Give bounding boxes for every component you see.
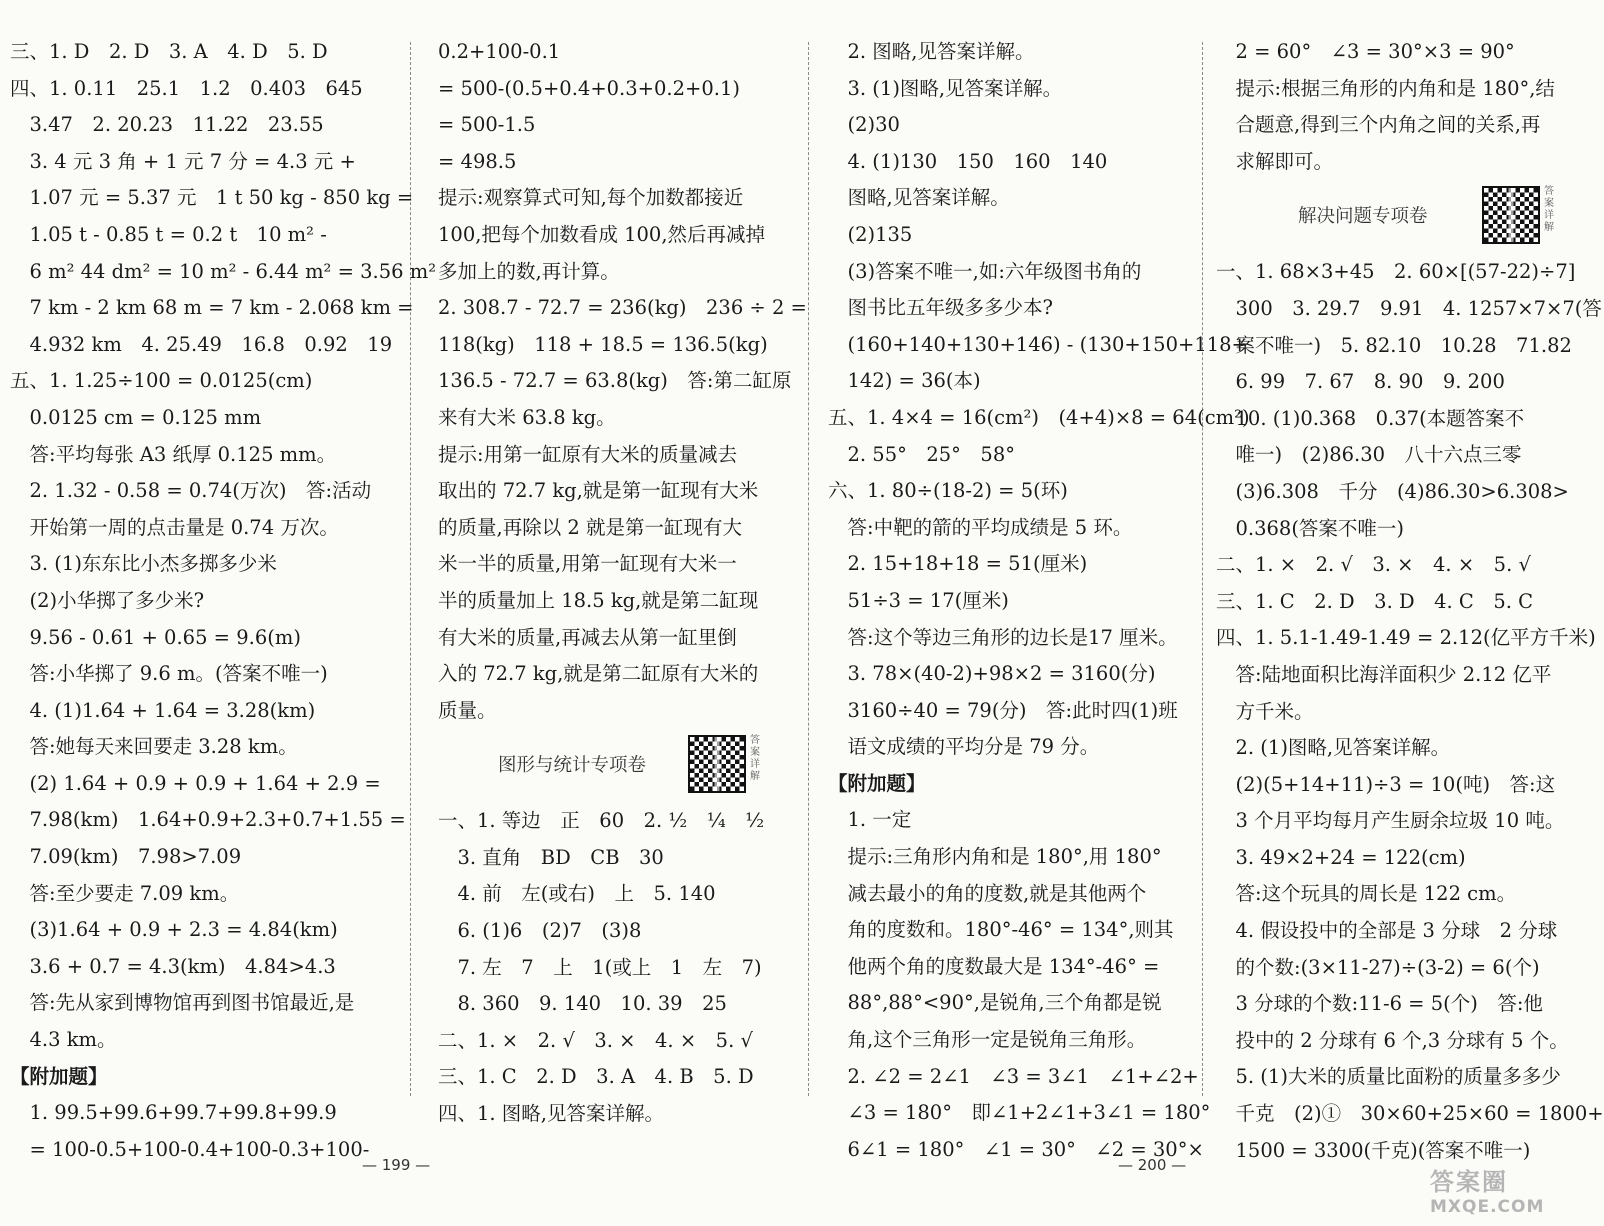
answer-line: 6∠1 = 180° ∠1 = 30° ∠2 = 30°× — [828, 1137, 1204, 1161]
answer-line: 142) = 36(本) — [828, 369, 981, 393]
answer-line: 方千米。 — [1216, 699, 1314, 723]
answer-line: 案不唯一) 5. 82.10 10.28 71.82 — [1216, 333, 1572, 357]
answer-line: 3 分球的个数:11-6 = 5(个) 答:他 — [1216, 992, 1543, 1016]
column-divider — [1202, 42, 1203, 1096]
answer-line: 2. (1)图略,见答案详解。 — [1216, 736, 1451, 760]
answer-line: 4. (1)130 150 160 140 — [828, 149, 1108, 173]
answer-line: 3 个月平均每月产生厨余垃圾 10 吨。 — [1216, 809, 1565, 833]
answer-line: 1.05 t - 0.85 t = 0.2 t 10 m² - — [10, 222, 327, 246]
answer-line: 9.56 - 0.61 + 0.65 = 9.6(m) — [10, 625, 301, 649]
qr-code-icon — [688, 735, 746, 793]
answer-line: 2. ∠2 = 2∠1 ∠3 = 3∠1 ∠1+∠2+ — [828, 1064, 1199, 1088]
answer-line: 答:陆地面积比海洋面积少 2.12 亿平 — [1216, 662, 1552, 686]
answer-line: 300 3. 29.7 9.91 4. 1257×7×7(答 — [1216, 296, 1602, 320]
answer-line: 二、1. × 2. √ 3. × 4. × 5. √ — [1216, 553, 1531, 577]
answer-line: 3. (1)图略,见答案详解。 — [828, 76, 1063, 100]
answer-line: 4. (1)1.64 + 1.64 = 3.28(km) — [10, 698, 316, 722]
column-2-text-top — [438, 34, 807, 729]
answer-line: 4.3 km。 — [10, 1028, 117, 1052]
answer-line: 6. 99 7. 67 8. 90 9. 200 — [1216, 370, 1505, 394]
answer-line: 4. 前 左(或右) 上 5. 140 — [438, 882, 716, 906]
watermark-url: MXQE.COM — [1430, 1197, 1545, 1217]
answer-line: 唯一) (2)86.30 八十六点三零 — [1216, 443, 1522, 467]
answer-line: 三、1. C 2. D 3. D 4. C 5. C — [1216, 589, 1534, 613]
answer-line: 的质量,再除以 2 就是第一缸现有大 — [438, 515, 743, 539]
answer-line: 半的质量加上 18.5 kg,就是第二缸现 — [438, 588, 759, 612]
answer-line: 5. (1)大米的质量比面粉的质量多多少 — [1216, 1065, 1561, 1089]
qr-caption: 答案详解 — [750, 735, 760, 783]
answer-line: 7.09(km) 7.98>7.09 — [10, 845, 242, 869]
column-2-text-bottom — [438, 803, 790, 1132]
answer-line: 0.368(答案不唯一) — [1216, 516, 1405, 540]
qr-caption: 答案详解 — [1544, 186, 1554, 234]
answer-line: 0.0125 cm = 0.125 mm — [10, 405, 262, 429]
answer-line: 答:平均每张 A3 纸厚 0.125 mm。 — [10, 442, 337, 466]
answer-line: 4. 假设投中的全部是 3 分球 2 分球 — [1216, 919, 1558, 943]
column-4-text-bottom — [1216, 254, 1604, 1169]
answer-line: 2 = 60° ∠3 = 30°×3 = 90° — [1216, 40, 1515, 63]
answer-line: 五、1. 1.25÷100 = 0.0125(cm) — [10, 369, 313, 393]
answer-line: 质量。 — [438, 698, 497, 722]
page-number-right: — 200 — — [1118, 1156, 1187, 1174]
answer-line: 答:至少要走 7.09 km。 — [10, 881, 240, 905]
answer-line: 51÷3 = 17(厘米) — [828, 588, 1009, 612]
answer-line: = 500-1.5 — [438, 113, 536, 137]
answer-line: (2)135 — [828, 222, 913, 246]
answer-line: 米一半的质量,用第一缸现有大米一 — [438, 552, 737, 576]
answer-line: 图书比五年级多多少本? — [828, 296, 1053, 320]
section-header-graphics-statistics — [438, 729, 790, 803]
answer-line: 多加上的数,再计算。 — [438, 259, 620, 283]
answer-line: 2. 15+18+18 = 51(厘米) — [828, 552, 1088, 576]
answer-line: 答:中靶的箭的平均成绩是 5 环。 — [828, 515, 1133, 539]
answer-line: 【附加题】 — [828, 771, 926, 795]
answer-line: 角,这个三角形一定是锐角三角形。 — [828, 1028, 1147, 1052]
answer-line: 提示:三角形内角和是 180°,用 180° — [828, 845, 1162, 869]
answer-line: 1500 = 3300(千克)(答案不唯一) — [1216, 1138, 1531, 1162]
answer-line: 三、1. D 2. D 3. A 4. D 5. D — [10, 40, 328, 63]
answer-line: = 498.5 — [438, 149, 517, 173]
watermark-logo — [1430, 1162, 1590, 1216]
answer-line: 7.98(km) 1.64+0.9+2.3+0.7+1.55 = — [10, 808, 406, 832]
answer-line: 答:先从家到博物馆再到图书馆最近,是 — [10, 991, 355, 1015]
answer-line: 五、1. 4×4 = 16(cm²) (4+4)×8 = 64(cm²) — [828, 405, 1250, 429]
answer-line: 三、1. C 2. D 3. A 4. B 5. D — [438, 1065, 754, 1089]
section-title: 解决问题专项卷 — [1298, 206, 1428, 228]
answer-line: 来有大米 63.8 kg。 — [438, 405, 616, 429]
answer-line: 答:她每天来回要走 3.28 km。 — [10, 735, 298, 759]
answer-line: 100,把每个加数看成 100,然后再减掉 — [438, 222, 766, 246]
answer-line: (2)小华掷了多少米? — [10, 588, 205, 612]
answer-line: 二、1. × 2. √ 3. × 4. × 5. √ — [438, 1028, 753, 1052]
answer-line: 4.932 km 4. 25.49 16.8 0.92 19 — [10, 332, 393, 356]
answer-line: (2) 1.64 + 0.9 + 0.9 + 1.64 + 2.9 = — [10, 771, 381, 795]
answer-column-3 — [828, 34, 1250, 1161]
answer-line: 3.47 2. 20.23 11.22 23.55 — [10, 113, 324, 137]
answer-line: 2. 55° 25° 58° — [828, 442, 1015, 466]
answer-line: 3. (1)东东比小杰多掷多少米 — [10, 552, 277, 576]
answer-line: 【附加题】 — [10, 1064, 108, 1088]
answer-line: 一、1. 68×3+45 2. 60×[(57-22)÷7] — [1216, 260, 1576, 284]
answer-line: (3)6.308 千分 (4)86.30>6.308> — [1216, 479, 1569, 503]
answer-line: 提示:观察算式可知,每个加数都接近 — [438, 186, 744, 210]
answer-line: 10. (1)0.368 0.37(本题答案不 — [1216, 406, 1525, 430]
answer-line: (2)(5+14+11)÷3 = 10(吨) 答:这 — [1216, 772, 1556, 796]
qr-code-icon — [1482, 186, 1540, 244]
answer-line: 语文成绩的平均分是 79 分。 — [828, 735, 1100, 759]
answer-line: 答:这个等边三角形的边长是17 厘米。 — [828, 625, 1178, 649]
section-header-problem-solving — [1216, 180, 1592, 254]
answer-line: 7 km - 2 km 68 m = 7 km - 2.068 km = — [10, 296, 414, 320]
answer-line: 答:这个玩具的周长是 122 cm。 — [1216, 882, 1517, 906]
answer-line: 7. 左 7 上 1(或上 1 左 7) — [438, 955, 762, 979]
answer-line: (2)30 — [828, 113, 900, 137]
answer-line: 答:小华掷了 9.6 m。(答案不唯一) — [10, 662, 328, 686]
answer-line: (160+140+130+146) - (130+150+118+ — [828, 332, 1248, 356]
answer-line: 3.6 + 0.7 = 4.3(km) 4.84>4.3 — [10, 954, 336, 978]
answer-column-2 — [438, 34, 807, 1160]
answer-line: 6. (1)6 (2)7 (3)8 — [438, 919, 642, 943]
answer-line: = 100-0.5+100-0.4+100-0.3+100- — [10, 1137, 370, 1161]
answer-line: 合题意,得到三个内角之间的关系,再 — [1216, 113, 1541, 137]
answer-line: 入的 72.7 kg,就是第二缸原有大米的 — [438, 662, 759, 686]
answer-line: 求解即可。 — [1216, 149, 1334, 173]
answer-line: 开始第一周的点击量是 0.74 万次。 — [10, 515, 339, 539]
answer-line: 四、1. 0.11 25.1 1.2 0.403 645 — [10, 76, 363, 100]
answer-line: (3)1.64 + 0.9 + 2.3 = 4.84(km) — [10, 918, 338, 942]
answer-line: 减去最小的角的度数,就是其他两个 — [828, 881, 1147, 905]
answer-line: 2. 1.32 - 0.58 = 0.74(万次) 答:活动 — [10, 479, 372, 503]
answer-line: 3. 49×2+24 = 122(cm) — [1216, 845, 1466, 869]
answer-line: 0.2+100-0.1 — [438, 40, 561, 63]
answer-line: 2. 308.7 - 72.7 = 236(kg) 236 ÷ 2 = — [438, 296, 807, 320]
answer-line: 1.07 元 = 5.37 元 1 t 50 kg - 850 kg = — [10, 186, 414, 210]
answer-line: 118(kg) 118 + 18.5 = 136.5(kg) — [438, 332, 768, 356]
answer-line: 3160÷40 = 79(分) 答:此时四(1)班 — [828, 698, 1178, 722]
answer-line: 的个数:(3×11-27)÷(3-2) = 6(个) — [1216, 955, 1540, 979]
answer-line: 136.5 - 72.7 = 63.8(kg) 答:第二缸原 — [438, 369, 792, 393]
answer-line: 8. 360 9. 140 10. 39 25 — [438, 992, 727, 1016]
answer-line: 四、1. 5.1-1.49-1.49 = 2.12(亿平方千米) — [1216, 626, 1596, 650]
answer-line: 提示:用第一缸原有大米的质量减去 — [438, 442, 738, 466]
answer-line: 投中的 2 分球有 6 个,3 分球有 5 个。 — [1216, 1028, 1569, 1052]
answer-line: 3. 直角 BD CB 30 — [438, 845, 664, 869]
answer-line: 四、1. 图略,见答案详解。 — [438, 1102, 665, 1126]
section-title: 图形与统计专项卷 — [498, 755, 647, 777]
answer-line: 1. 99.5+99.6+99.7+99.8+99.9 — [10, 1101, 337, 1125]
answer-line: 取出的 72.7 kg,就是第一缸现有大米 — [438, 479, 759, 503]
answer-line: 角的度数和。180°-46° = 134°,则其 — [828, 918, 1174, 942]
column-divider — [808, 42, 809, 1096]
answer-line: 六、1. 80÷(18-2) = 5(环) — [828, 479, 1068, 503]
answer-column-1 — [10, 34, 437, 1161]
answer-line: 3. 78×(40-2)+98×2 = 3160(分) — [828, 662, 1156, 686]
page-number-left: — 199 — — [362, 1156, 431, 1174]
answer-line: 提示:根据三角形的内角和是 180°,结 — [1216, 76, 1555, 100]
answer-line: 一、1. 等边 正 60 2. ½ ¼ ½ — [438, 809, 765, 833]
answer-line: (3)答案不唯一,如:六年级图书角的 — [828, 259, 1142, 283]
answer-line: 2. 图略,见答案详解。 — [828, 40, 1035, 63]
answer-line: 88°,88°<90°,是锐角,三个角都是锐 — [828, 991, 1162, 1015]
answer-line: 图略,见答案详解。 — [828, 186, 1010, 210]
answer-line: 1. 一定 — [828, 808, 912, 832]
answer-line: 6 m² 44 dm² = 10 m² - 6.44 m² = 3.56 m² — [10, 259, 437, 283]
answer-line: 千克 (2)① 30×60+25×60 = 1800+ — [1216, 1102, 1604, 1126]
answer-column-4 — [1216, 34, 1604, 1162]
column-4-text-top — [1216, 34, 1592, 180]
answer-line: 有大米的质量,再减去从第一缸里倒 — [438, 625, 737, 649]
watermark-logo-text: 答案圈 — [1430, 1168, 1508, 1196]
answer-line: = 500-(0.5+0.4+0.3+0.2+0.1) — [438, 76, 740, 100]
answer-line: ∠3 = 180° 即∠1+2∠1+3∠1 = 180° — [828, 1101, 1211, 1125]
answer-line: 他两个角的度数最大是 134°-46° = — [828, 954, 1160, 978]
answer-line: 3. 4 元 3 角 + 1 元 7 分 = 4.3 元 + — [10, 149, 356, 173]
